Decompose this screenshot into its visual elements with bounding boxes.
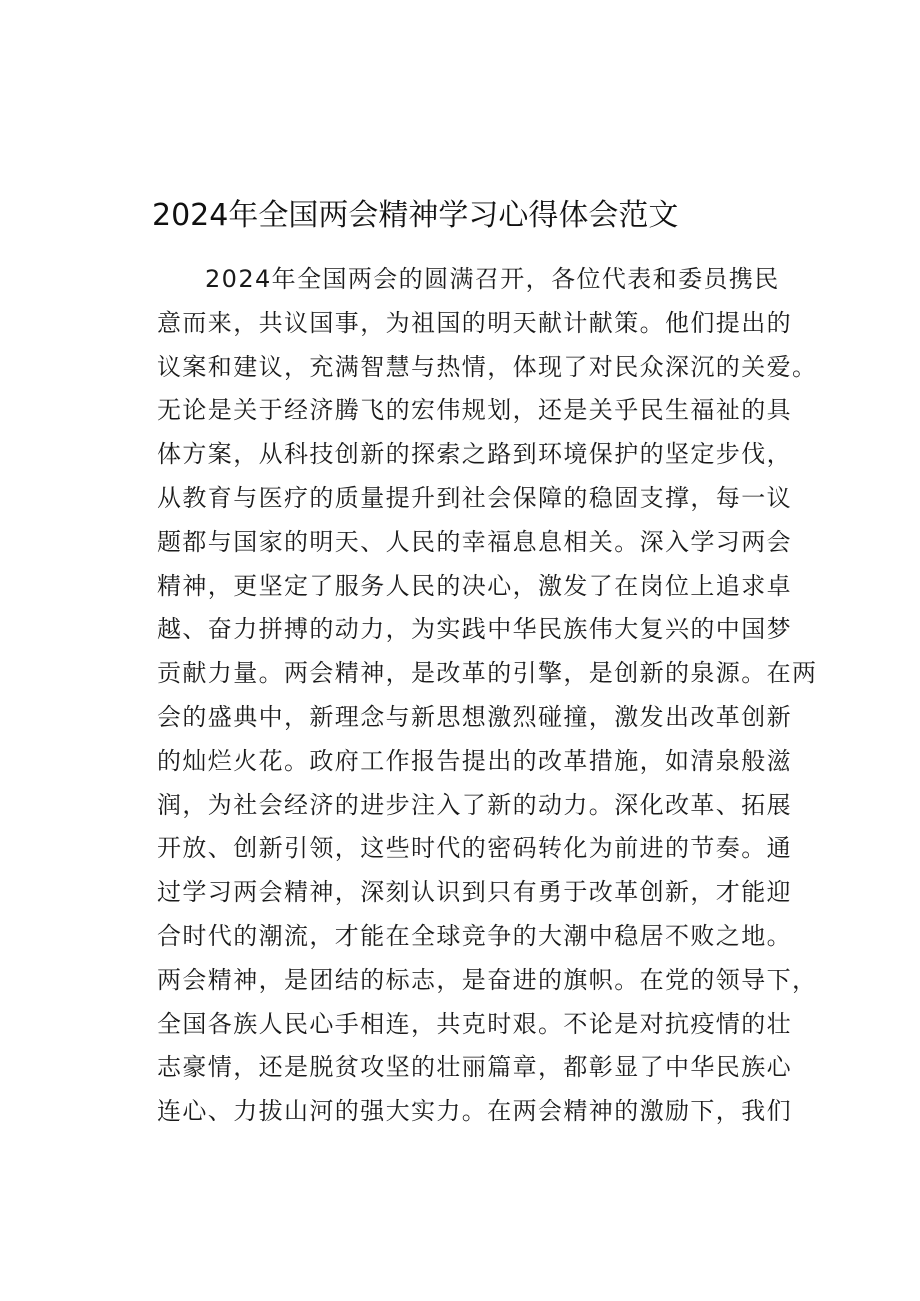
body-line: 从教育与医疗的质量提升到社会保障的稳固支撑，每一议: [157, 483, 792, 512]
body-line: 志豪情，还是脱贫攻坚的壮丽篇章，都彰显了中华民族心: [157, 1053, 792, 1082]
document-title: 2024年全国两会精神学习心得体会范文: [152, 198, 679, 233]
body-line: 两会精神，是团结的标志，是奋进的旗帜。在党的领导下，: [157, 965, 818, 994]
body-line: 合时代的潮流，才能在全球竞争的大潮中稳居不败之地。: [157, 921, 792, 950]
body-line: 开放、创新引领，这些时代的密码转化为前进的节奏。通: [157, 834, 792, 863]
body-line: 议案和建议，充满智慧与热情，体现了对民众深沉的关爱。: [157, 352, 818, 381]
body-line: 无论是关于经济腾飞的宏伟规划，还是关乎民生福祉的具: [157, 396, 792, 425]
body-line: 的灿烂火花。政府工作报告提出的改革措施，如清泉般滋: [157, 746, 792, 775]
body-line: 润，为社会经济的进步注入了新的动力。深化改革、拓展: [157, 790, 792, 819]
body-line: 会的盛典中，新理念与新思想激烈碰撞，激发出改革创新: [157, 702, 792, 731]
body-line: 2024年全国两会的圆满召开，各位代表和委员携民: [205, 265, 780, 293]
body-line: 过学习两会精神，深刻认识到只有勇于改革创新，才能迎: [157, 878, 792, 907]
document-body: [157, 258, 818, 1134]
body-line: 越、奋力拼搏的动力，为实践中华民族伟大复兴的中国梦: [157, 615, 792, 644]
body-line: 精神，更坚定了服务人民的决心，激发了在岗位上追求卓: [157, 571, 792, 600]
body-line: 题都与国家的明天、人民的幸福息息相关。深入学习两会: [157, 527, 792, 556]
body-line: 贡献力量。两会精神，是改革的引擎，是创新的泉源。在两: [157, 659, 818, 688]
body-line: 连心、力拔山河的强大实力。在两会精神的激励下，我们: [157, 1097, 792, 1126]
body-line: 体方案，从科技创新的探索之路到环境保护的坚定步伐，: [157, 440, 792, 469]
body-line: 意而来，共议国事，为祖国的明天献计献策。他们提出的: [157, 308, 792, 337]
body-line: 全国各族人民心手相连，共克时艰。不论是对抗疫情的壮: [157, 1009, 792, 1038]
